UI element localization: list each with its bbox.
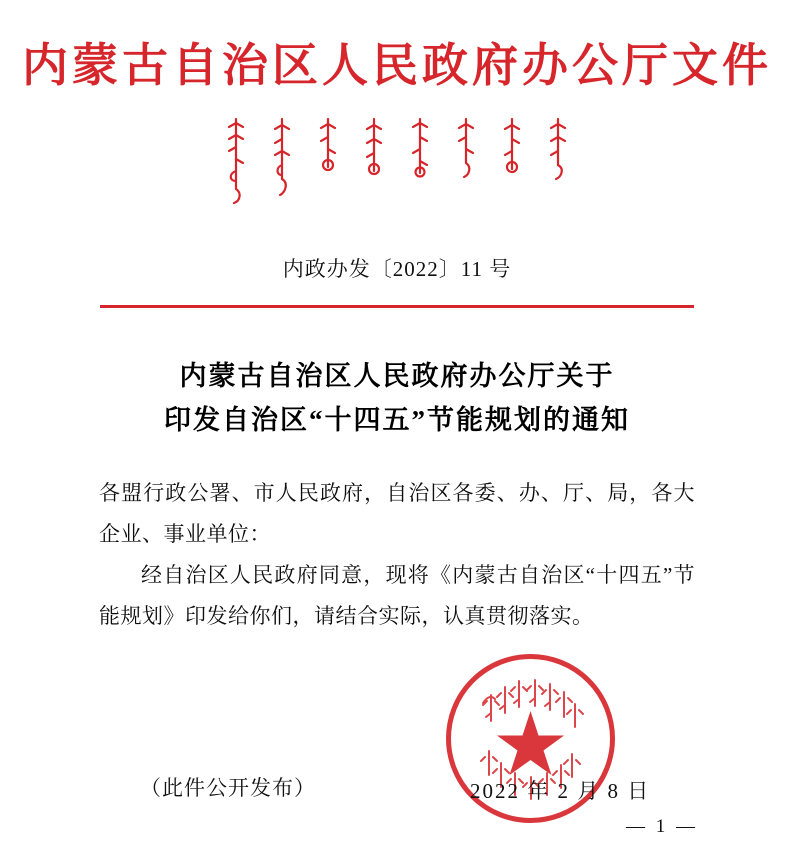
mongolian-column-7 — [502, 115, 522, 207]
public-release-note: （此件公开发布） — [140, 776, 316, 800]
document-title-line-2: 印发自治区“十四五”节能规划的通知 — [164, 405, 630, 436]
document-title — [0, 354, 794, 443]
mongolian-column-1 — [226, 115, 246, 207]
mongolian-column-6 — [456, 115, 476, 207]
document-body — [99, 473, 695, 637]
mongolian-column-2 — [272, 115, 292, 207]
document-title-line-1: 内蒙古自治区人民政府办公厅关于 — [179, 360, 615, 391]
mongolian-column-5 — [410, 115, 430, 207]
document-number-row — [0, 253, 794, 283]
mongolian-column-3 — [318, 115, 338, 207]
mongolian-column-4 — [364, 115, 384, 207]
body-paragraph: 经自治区人民政府同意，现将《内蒙古自治区“十四五”节能规划》印发给你们，请结合实际，认真贯彻落实。 — [99, 562, 695, 628]
red-separator-rule — [100, 305, 694, 308]
recipients-line: 各盟行政公署、市人民政府，自治区各委、办、厅、局，各大企业、事业单位： — [99, 480, 695, 546]
masthead — [0, 0, 794, 93]
page-number: — 1 — — [626, 816, 698, 837]
mongolian-script-band — [0, 115, 794, 207]
mongolian-column-8 — [548, 115, 568, 207]
document-number: 内政办发〔2022〕11 号 — [282, 256, 512, 281]
seal-date: 2022 年 2 月 8 日 — [470, 778, 651, 803]
masthead-title: 内蒙古自治区人民政府办公厅文件 — [22, 40, 772, 91]
